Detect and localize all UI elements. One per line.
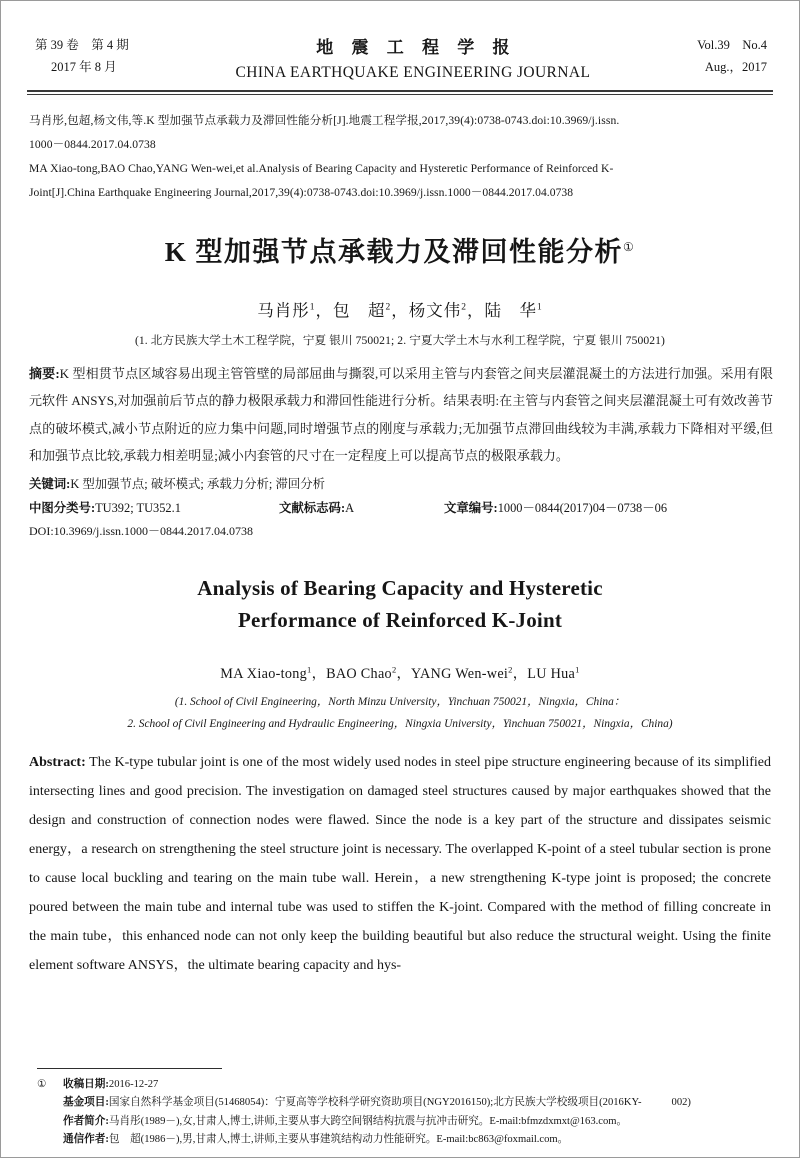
doi-line: DOI:10.3969/j.issn.1000－0844.2017.04.0738	[29, 524, 254, 539]
issue-date-cn: 2017 年 8 月	[51, 59, 117, 74]
title-cn-text: K 型加强节点承载力及滞回性能分析	[164, 237, 623, 268]
articleid-value: 1000－0844(2017)04－0738－06	[497, 501, 668, 516]
masthead-divider	[27, 90, 773, 95]
footnote-corr-spacer	[37, 1131, 63, 1149]
volume-issue-en: Vol.39 No.4	[697, 38, 767, 52]
author-cn-3-affil-sup: 2	[461, 302, 467, 313]
page-content	[23, 19, 777, 981]
articleid-segment	[444, 496, 667, 520]
citation-en-line-1: MA Xiao-tong,BAO Chao,YANG Wen-wei,et al.Analysis of Bearing Capacity and Hysteretic Performance of Reinforced K-	[29, 161, 614, 175]
footnote-received-body	[63, 1076, 777, 1094]
footnote-author-bio	[23, 1113, 777, 1131]
footnote-corr-body	[63, 1131, 777, 1149]
title-en-line-2: Performance of Reinforced K-Joint	[237, 608, 563, 633]
author-en-4-affil-sup: 1	[575, 664, 580, 675]
author-cn-4-affil-sup: 1	[537, 302, 543, 313]
masthead	[23, 19, 777, 85]
corresponding-value: 包 超(1986－),男,甘肃人,博士,讲师,主要从事建筑结构动力性能研究。E-mail:bc863@foxmail.com。	[108, 1133, 569, 1145]
clc-value: TU392; TU352.1	[95, 501, 181, 516]
author-bio-value: 马肖彤(1989－),女,甘肃人,博士,讲师,主要从事大跨空间钢结构抗震与抗冲击研究。E-mail:bfmzdxmxt@163.com。	[108, 1115, 628, 1127]
author-bio-label: 作者简介:	[63, 1115, 109, 1127]
fund-value: 国家自然科学基金项目(51468054)：宁夏高等学校科学研究资助项目(NGY2016150);北方民族大学校级项目(2016KY-	[108, 1097, 642, 1109]
page-title-cn	[23, 234, 777, 270]
footnote-received	[23, 1076, 777, 1094]
footnote-divider	[37, 1068, 222, 1069]
author-cn-1-affil-sup: 1	[309, 302, 316, 313]
fund-label: 基金项目:	[63, 1097, 109, 1109]
author-en-1-affil-sup: 1	[307, 664, 312, 675]
keywords-cn-label: 关键词:	[29, 476, 71, 491]
doccode-segment	[279, 496, 444, 520]
authors-cn: 马肖彤$^1$，包 超$^2$，杨文伟$^2$，陆 华$^1$	[257, 300, 543, 320]
footnote-fund-spacer	[37, 1094, 63, 1112]
page-title-en	[23, 572, 777, 637]
classification-line	[29, 496, 773, 520]
masthead-center	[129, 35, 697, 85]
author-en-3: YANG Wen-wei	[411, 665, 509, 682]
fund-value-continued: 002)	[671, 1097, 691, 1109]
citation-cn-line-1: 马肖彤,包超,杨文伟,等.K 型加强节点承载力及滞回性能分析[J].地震工程学报,2017,39(4):0738-0743.doi:10.3969/j.issn.	[29, 114, 620, 128]
author-en-1: MA Xiao-tong	[220, 665, 308, 682]
doccode-value: A	[345, 501, 355, 516]
affiliation-en	[23, 691, 777, 735]
author-cn-4: 陆 华	[484, 300, 537, 320]
received-value: 2016-12-27	[108, 1079, 159, 1091]
author-en-4: LU Hua	[527, 665, 576, 682]
issue-date-en: Aug.，2017	[704, 59, 767, 74]
affiliation-en-line-1: (1. School of Civil Engineering，North Minzu University，Yinchuan 750021，Ningxia，China：	[174, 695, 626, 708]
affiliation-en-line-2: 2. School of Civil Engineering and Hydraulic Engineering，Ningxia University，Yinchuan 750021，Ningxia，China)	[127, 718, 673, 731]
clc-segment	[29, 496, 279, 520]
footnote-corresponding-author	[23, 1131, 777, 1149]
affiliation-cn: (1. 北方民族大学土木工程学院，宁夏 银川 750021; 2. 宁夏大学土木与水利工程学院，宁夏 银川 750021)	[134, 333, 666, 347]
volume-issue-cn: 第 39 卷 第 4 期	[35, 38, 129, 52]
author-cn-1: 马肖彤	[257, 300, 310, 320]
received-label: 收稿日期:	[63, 1079, 109, 1091]
title-footnote-marker: ①	[623, 240, 636, 255]
abstract-cn-text: K 型相贯节点区域容易出现主管管壁的局部屈曲与撕裂,可以采用主管与内套管之间夹层灌混凝土的方法进行加强。采用有限元软件 ANSYS,对加强前后节点的静力极限承载力和滞回性能进行分析。结果表明:在主管与内套管之间夹层灌混凝土可有效改善节点的破坏模式,减小节点附近的应力集中问题,同时增强节点的刚度与承载力;无加强节点滞回曲线较为丰满,承载力下降相对平缓,但和加强节点比较,承载力相差明显;减小内套管的尺寸在一定程度上可以提高节点的极限承载力。	[29, 365, 773, 464]
author-en-3-affil-sup: 2	[508, 664, 513, 675]
abstract-en-text: The K-type tubular joint is one of the most widely used nodes in steel pipe structure engineering because of its simplified intersecting lines and good precision. The investigation on damaged steel structures caused by major earthquakes showed that the design and construction of connection nodes were flawed. Since the node is a key part of the structure and dissipates seismic energy，a research on strengthening the steel structure joint is necessary. The overlapped K-point of a steel tubular section is prone to cause local buckling and tearing on the main tube wall. Herein，a new strengthening K-type joint is proposed; the concrete poured between the main tube and internal tube was used to stiffen the K-joint. Compared with the method of filling concreate in the main tube，this enhanced node can not only keep the building beautiful but also reduce the structural weight. Using the finite element software ANSYS，the ultimate bearing capacity and hys-	[29, 755, 772, 974]
footnote-block	[23, 1068, 777, 1149]
author-cn-3: 杨文伟	[408, 300, 462, 320]
author-cn-2-affil-sup: 2	[385, 302, 392, 313]
footnote-bio-spacer	[37, 1113, 63, 1131]
footnote-fund-body	[63, 1094, 777, 1112]
author-cn-2: 包 超	[333, 300, 386, 320]
abstract-cn	[29, 360, 773, 470]
footnote-bio-body	[63, 1113, 777, 1131]
author-en-2: BAO Chao	[326, 665, 392, 682]
author-en-2-affil-sup: 2	[391, 664, 397, 675]
keywords-cn	[29, 472, 773, 496]
masthead-right	[697, 35, 771, 79]
citation-cn-line-2: 1000－0844.2017.04.0738	[29, 138, 156, 152]
citation-en-line-2: Joint[J].China Earthquake Engineering Journal,2017,39(4):0738-0743.doi:10.3969/j.issn.1000－0844.2017.04.0738	[29, 185, 574, 199]
clc-label: 中图分类号:	[29, 501, 96, 516]
footnote-fund	[23, 1094, 777, 1112]
abstract-cn-label: 摘要:	[29, 365, 60, 381]
abstract-en-label: Abstract:	[29, 755, 86, 771]
citation-block	[29, 109, 773, 204]
authors-en: MA Xiao-tong$^1$，BAO Chao$^2$，YANG Wen-wei$^2$，LU Hua$^1$	[220, 664, 580, 682]
doccode-label: 文献标志码:	[279, 501, 346, 516]
masthead-left	[29, 35, 129, 79]
title-en-line-1: Analysis of Bearing Capacity and Hysteretic	[197, 575, 603, 600]
corresponding-label: 通信作者:	[63, 1133, 109, 1145]
journal-title-cn: 地 震 工 程 学 报	[316, 38, 517, 57]
abstract-en	[29, 749, 771, 981]
journal-title-en: CHINA EARTHQUAKE ENGINEERING JOURNAL	[235, 63, 591, 81]
keywords-cn-text: K 型加强节点; 破坏模式; 承载力分析; 滞回分析	[70, 476, 326, 491]
articleid-label: 文章编号:	[444, 501, 498, 516]
footnote-marker: ①	[37, 1079, 47, 1091]
